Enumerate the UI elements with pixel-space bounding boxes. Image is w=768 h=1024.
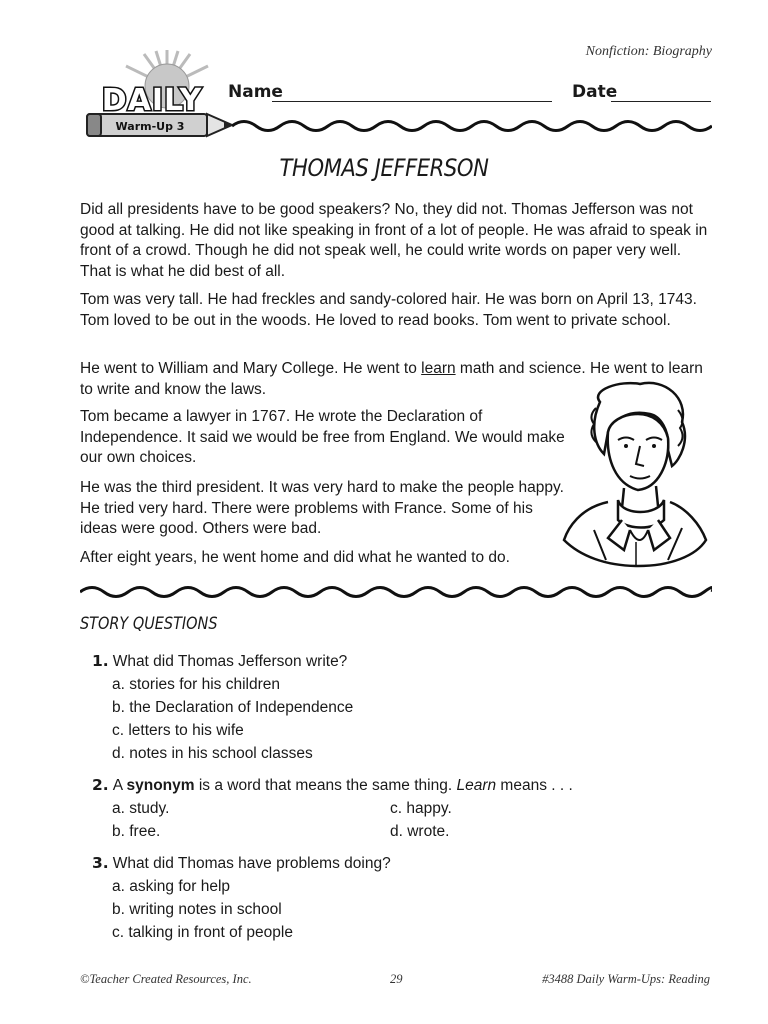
name-field[interactable] xyxy=(272,101,552,102)
question-text-middle: is a word that means the same thing. xyxy=(194,777,457,794)
page-number: 29 xyxy=(390,972,403,986)
q1-option-a[interactable]: a. stories for his children xyxy=(112,676,280,693)
question-text: What did Thomas Jefferson write? xyxy=(112,653,348,670)
logo-word: DAILY xyxy=(101,83,203,118)
q3-option-a[interactable]: a. asking for help xyxy=(112,878,231,895)
synonym-bold-word: synonym xyxy=(126,777,195,794)
daily-warmup-logo xyxy=(82,46,242,146)
q1-option-d[interactable]: d. notes in his school classes xyxy=(112,745,313,762)
q2-option-b[interactable]: b. free. xyxy=(112,823,161,840)
question-number: 2. xyxy=(92,776,109,794)
p3-text-before: He went to William and Mary College. He went to xyxy=(80,360,422,377)
footer-copyright: ©Teacher Created Resources, Inc. xyxy=(80,972,252,986)
date-field[interactable] xyxy=(611,101,711,102)
q2-option-c[interactable]: c. happy. xyxy=(390,800,452,817)
q3-option-c[interactable]: c. talking in front of people xyxy=(112,924,293,941)
page-title: THOMAS JEFFERSON xyxy=(279,154,489,182)
question-number: 1. xyxy=(92,652,109,670)
passage-paragraph-2: Tom was very tall. He had freckles and sandy-colored hair. He was born on April 13, 1743. Tom loved to be out in the woods. He loved to read books. Tom went to private school. xyxy=(80,291,697,329)
q1-option-c[interactable]: c. letters to his wife xyxy=(112,722,244,739)
question-2 xyxy=(92,776,573,795)
q2-option-d[interactable]: d. wrote. xyxy=(390,823,450,840)
question-number: 3. xyxy=(92,854,109,872)
footer-book-title: #3488 Daily Warm-Ups: Reading xyxy=(542,972,710,986)
passage-paragraph-5: He was the third president. It was very hard to make the people happy. He tried very hard. There were problems with France. Some of his ideas were good. Others were bad. xyxy=(80,479,564,537)
logo-subtitle: Warm-Up 3 xyxy=(115,120,185,133)
question-text: What did Thomas have problems doing? xyxy=(112,855,391,872)
learn-italic-word: Learn xyxy=(456,777,497,794)
question-text-suffix: means . . . xyxy=(496,777,573,794)
question-3 xyxy=(92,854,391,873)
jefferson-portrait-illustration xyxy=(560,380,710,570)
q1-option-b[interactable]: b. the Declaration of Independence xyxy=(112,699,354,716)
question-text-prefix: A xyxy=(112,777,127,794)
learn-underlined-word: learn xyxy=(421,360,456,377)
passage-paragraph-6: After eight years, he went home and did what he wanted to do. xyxy=(80,549,510,566)
p3-text-after: math and science. He went to learn to write and know the laws. xyxy=(80,360,703,398)
wavy-divider xyxy=(232,114,712,138)
genre-label: Nonfiction: Biography xyxy=(585,44,712,59)
passage-paragraph-4: Tom became a lawyer in 1767. He wrote the Declaration of Independence. It said we would be free from England. We would make our own choices. xyxy=(80,408,565,466)
wavy-divider-2 xyxy=(80,580,712,604)
question-1 xyxy=(92,652,347,671)
story-questions-title: STORY QUESTIONS xyxy=(80,614,218,634)
name-label: Name xyxy=(228,82,283,102)
q2-option-a[interactable]: a. study. xyxy=(112,800,170,817)
q3-option-b[interactable]: b. writing notes in school xyxy=(112,901,282,918)
passage-paragraph-1: Did all presidents have to be good speakers? No, they did not. Thomas Jefferson was not good at talking. He did not like speaking in front of a lot of people. He was afraid to speak in front of a crowd. Though he did not speak well, he could write words on paper very well. That is what he did best of all. xyxy=(80,201,708,280)
date-label: Date xyxy=(572,82,618,102)
